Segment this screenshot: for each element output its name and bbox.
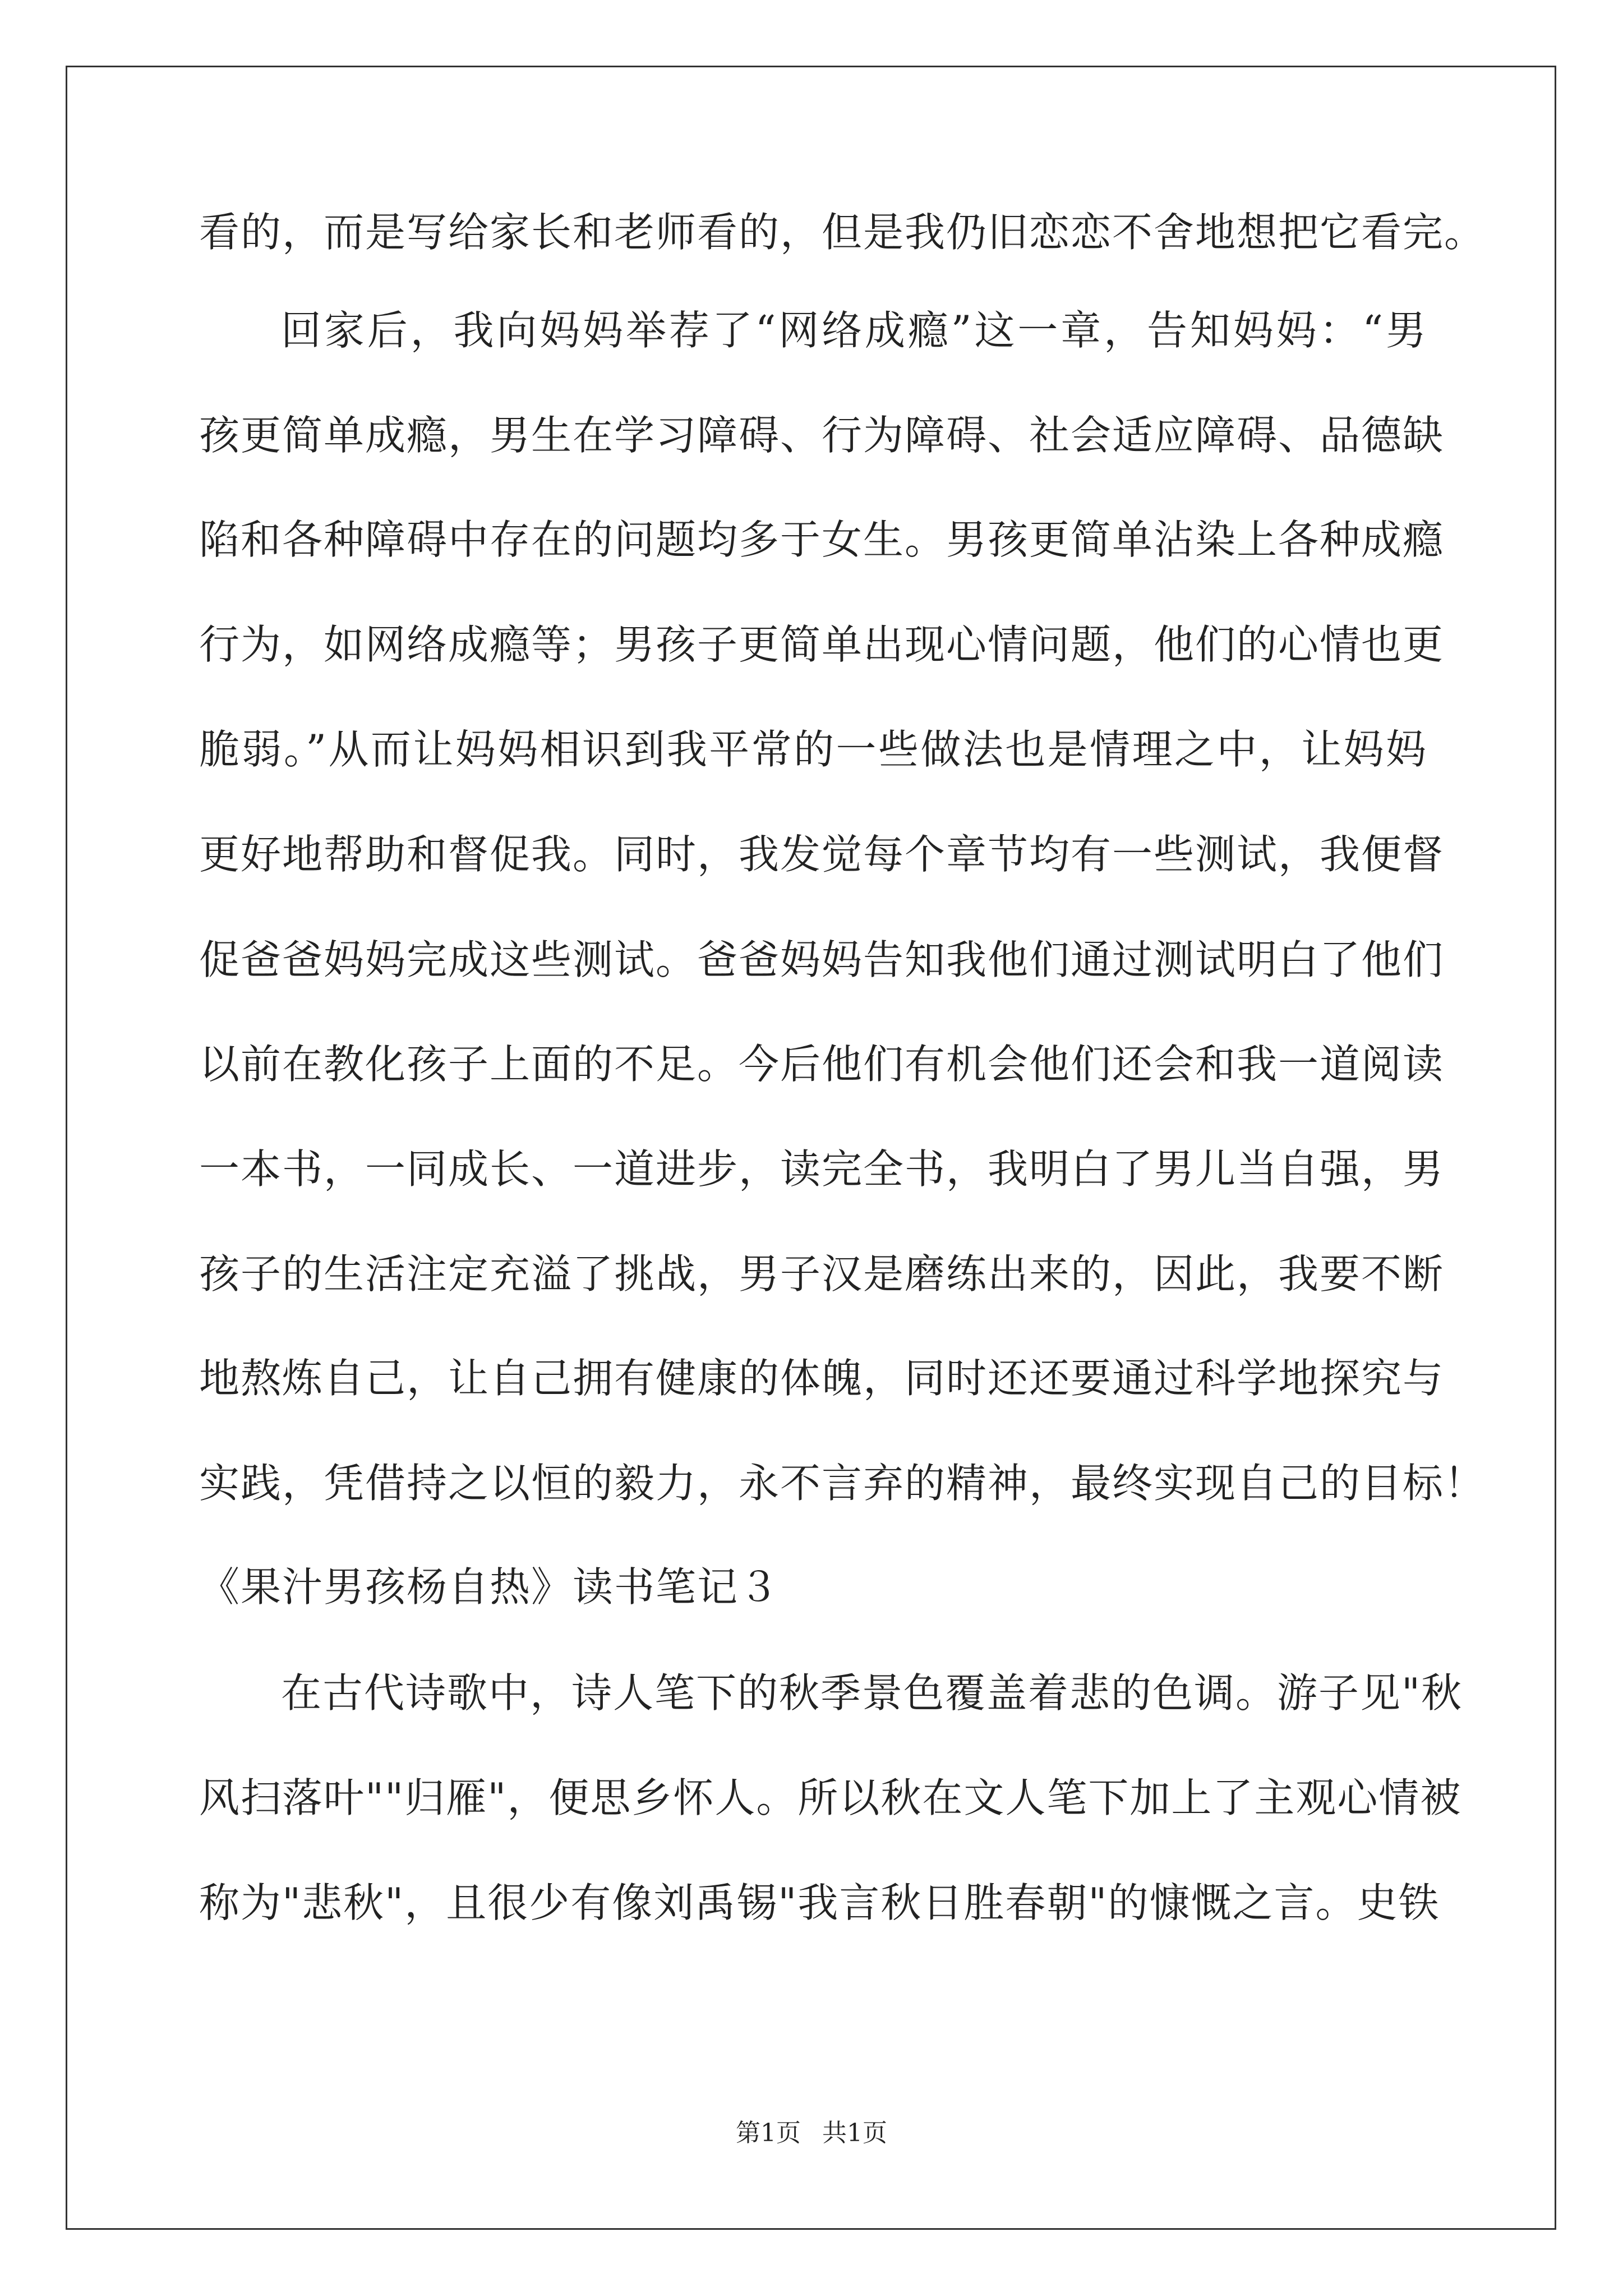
text-line: 行为，如网络成瘾等；男孩子更简单出现心情问题，他们的心情也更: [199, 621, 1445, 668]
text-line: 孩子的生活注定充溢了挑战，男子汉是磨练出来的，因此，我要不断: [199, 1250, 1445, 1297]
page-footer: [0, 2116, 1623, 2150]
text-line: 脆弱。”从而让妈妈相识到我平常的一些做法也是情理之中，让妈妈: [199, 726, 1427, 773]
text-line: 陷和各种障碍中存在的问题均多于女生。男孩更简单沾染上各种成瘾: [199, 516, 1445, 563]
page-total: 共1页: [822, 2119, 887, 2147]
text-line: 孩更简单成瘾，男生在学习障碍、行为障碍、社会适应障碍、品德缺: [199, 412, 1445, 459]
section-heading: 《果汁男孩杨自热》读书笔记３: [199, 1563, 781, 1611]
text-line: 称为"悲秋"，且很少有像刘禹锡"我言秋日胜春朝"的慷慨之言。史铁: [199, 1879, 1440, 1926]
paragraph-first-line: 回家后，我向妈妈举荐了“网络成瘾”这一章，告知妈妈：“男: [281, 307, 1427, 354]
text-line: 看的，而是写给家长和老师看的，但是我仍旧恋恋不舍地想把它看完。: [199, 209, 1486, 256]
page-number: 第1页: [736, 2119, 801, 2147]
text-line: 地熬炼自己，让自己拥有健康的体魄，同时还还要通过科学地探究与: [199, 1355, 1445, 1402]
text-line: 以前在教化孩子上面的不足。今后他们有机会他们还会和我一道阅读: [199, 1041, 1445, 1088]
paragraph-first-line: 在古代诗歌中，诗人笔下的秋季景色覆盖着悲的色调。游子见"秋: [281, 1669, 1463, 1717]
text-line: 促爸爸妈妈完成这些测试。爸爸妈妈告知我他们通过测试明白了他们: [199, 936, 1445, 983]
text-line: 实践，凭借持之以恒的毅力，永不言弃的精神，最终实现自己的目标！: [199, 1460, 1486, 1507]
text-line: 风扫落叶""归雁"，便思乡怀人。所以秋在文人笔下加上了主观心情被: [199, 1774, 1462, 1821]
text-line: 更好地帮助和督促我。同时，我发觉每个章节均有一些测试，我便督: [199, 831, 1445, 878]
text-line: 一本书，一同成长、一道进步，读完全书，我明白了男儿当自强，男: [199, 1145, 1445, 1193]
